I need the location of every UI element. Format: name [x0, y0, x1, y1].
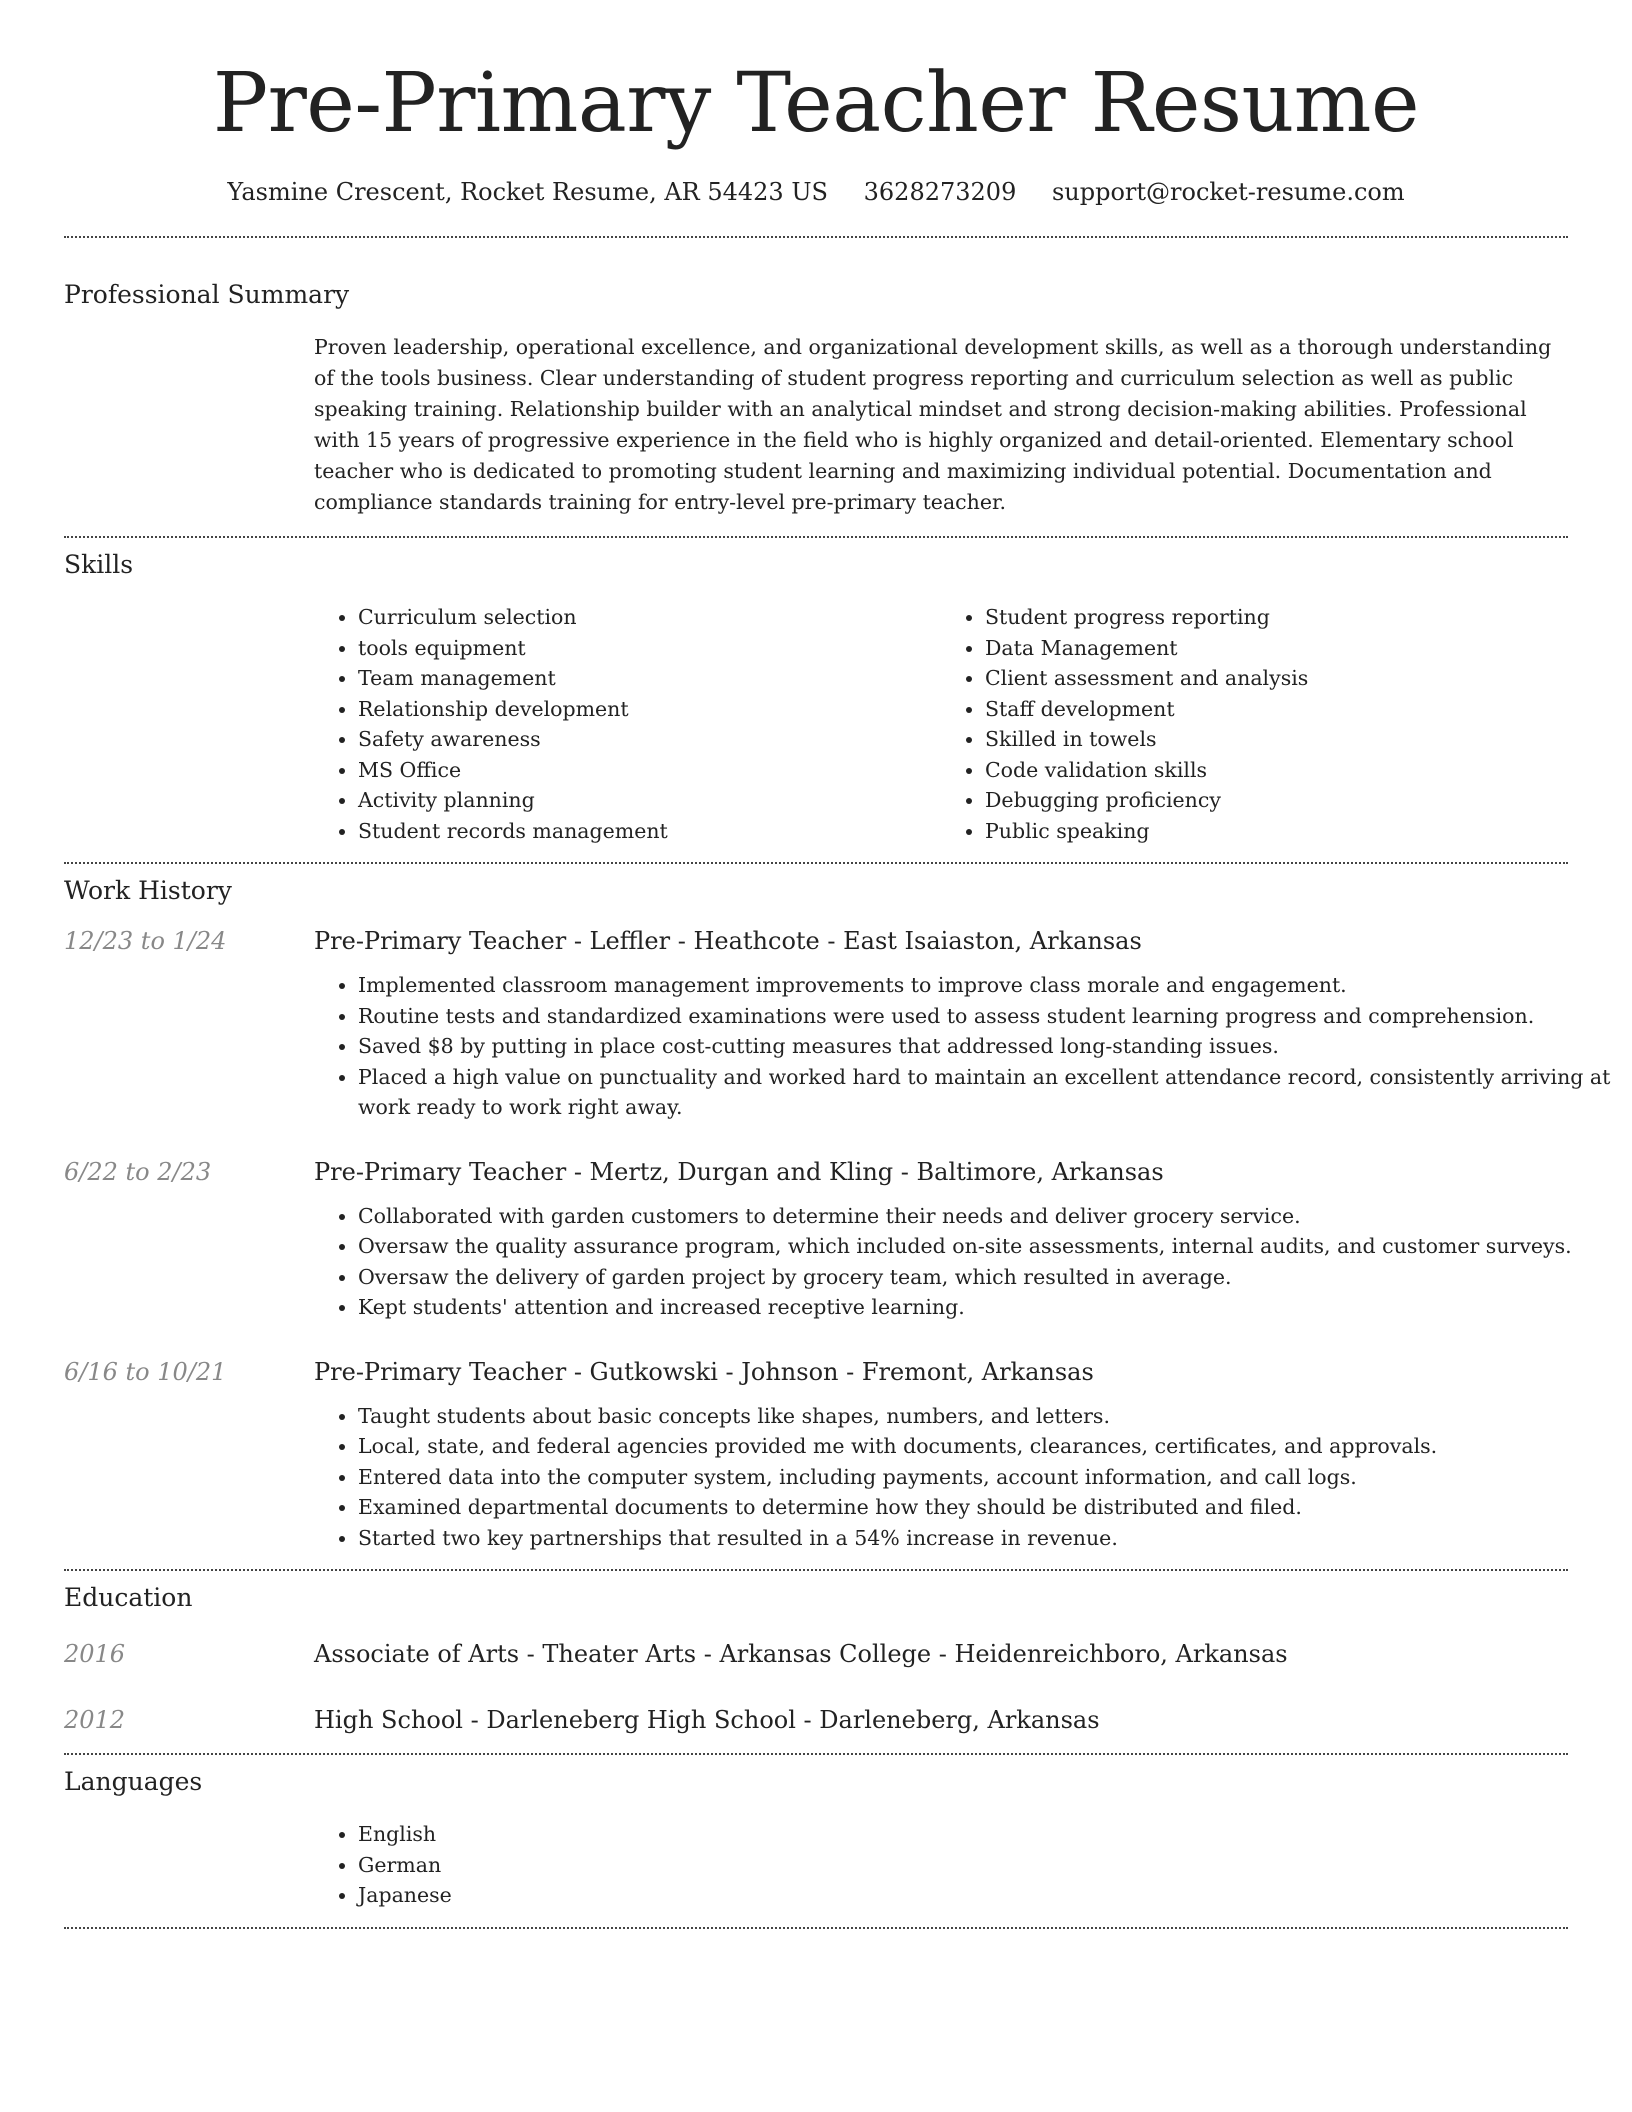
skill-item: • Data Management — [985, 633, 1568, 664]
section-heading: Education — [64, 1583, 193, 1612]
resume-page — [64, 0, 1611, 1929]
section-heading: Languages — [64, 1767, 203, 1796]
languages-list — [314, 1819, 1612, 1911]
divider — [64, 236, 1568, 238]
job-dates: 6/16 to 10/21 — [64, 1357, 227, 1386]
job-title: Pre-Primary Teacher - Mertz, Durgan and Kling - Baltimore, Arkansas — [314, 1157, 1164, 1186]
skill-item: • Relationship development — [358, 694, 941, 725]
job-bullet: • Saved $8 by putting in place cost-cutting measures that addressed long-standing issues. — [358, 1031, 1612, 1062]
skill-item: • Student progress reporting — [985, 602, 1568, 633]
section-heading: Professional Summary — [64, 280, 350, 309]
job-bullet: • Local, state, and federal agencies provided me with documents, clearances, certificates, and approvals. — [358, 1431, 1612, 1462]
job-bullet: • Implemented classroom management improvements to improve class morale and engagement. — [358, 970, 1612, 1001]
education-degree: High School - Darleneberg High School - Darleneberg, Arkansas — [314, 1706, 1100, 1734]
job-title: Pre-Primary Teacher - Gutkowski - Johnson - Fremont, Arkansas — [314, 1357, 1094, 1386]
section-education — [64, 1581, 1568, 1737]
skills-list-left — [314, 602, 941, 846]
job-bullet: • Started two key partnerships that resulted in a 54% increase in revenue. — [358, 1523, 1612, 1554]
skill-item: • Client assessment and analysis — [985, 663, 1568, 694]
job-dates: 6/22 to 2/23 — [64, 1157, 212, 1186]
job-bullet: • Examined departmental documents to determine how they should be distributed and filed. — [358, 1492, 1612, 1523]
language-item: • German — [358, 1850, 1612, 1881]
section-languages — [64, 1765, 1568, 1911]
skill-item: • Code validation skills — [985, 755, 1568, 786]
skill-item: • Curriculum selection — [358, 602, 941, 633]
skill-item: • Staff development — [985, 694, 1568, 725]
job-bullet: • Collaborated with garden customers to determine their needs and deliver grocery service. — [358, 1201, 1612, 1232]
education-year: 2012 — [64, 1706, 126, 1734]
skill-item: • tools equipment — [358, 633, 941, 664]
job-bullets — [314, 1201, 1612, 1323]
skill-item: • Public speaking — [985, 816, 1568, 847]
job-bullet: • Kept students' attention and increased receptive learning. — [358, 1292, 1612, 1323]
job-bullet: • Entered data into the computer system, including payments, account information, and call logs. — [358, 1462, 1612, 1493]
job-bullet: • Oversaw the delivery of garden project by grocery team, which resulted in average. — [358, 1262, 1612, 1293]
skills-columns — [314, 602, 1568, 846]
contact-address: Yasmine Crescent, Rocket Resume, AR 54423 US — [227, 178, 828, 206]
skill-item: • Skilled in towels — [985, 724, 1568, 755]
skill-item: • MS Office — [358, 755, 941, 786]
language-item: • Japanese — [358, 1880, 1612, 1911]
section-skills — [64, 548, 1568, 846]
job-entry — [64, 1355, 1568, 1554]
education-year: 2016 — [64, 1640, 126, 1668]
divider — [64, 1569, 1568, 1571]
language-item: • English — [358, 1819, 1612, 1850]
skill-item: • Activity planning — [358, 785, 941, 816]
divider — [64, 536, 1568, 538]
divider — [64, 862, 1568, 864]
education-entry — [64, 1637, 1568, 1671]
skill-item: • Team management — [358, 663, 941, 694]
job-bullets — [314, 970, 1612, 1123]
job-dates: 12/23 to 1/24 — [64, 927, 227, 955]
education-degree: Associate of Arts - Theater Arts - Arkansas College - Heidenreichboro, Arkansas — [314, 1640, 1288, 1668]
skill-item: • Debugging proficiency — [985, 785, 1568, 816]
contact-email: support@rocket-resume.com — [1051, 178, 1405, 206]
skill-item: • Student records management — [358, 816, 941, 847]
job-title: Pre-Primary Teacher - Leffler - Heathcote - East Isaiaston, Arkansas — [314, 927, 1142, 955]
summary-text: Proven leadership, operational excellence, and organizational development skills, as well as a thorough understanding of the tools business. Clear understanding of student progress reporting and curriculum selection as well as public speaking training. Relationship builder with an analytical mindset and strong decision-making abilities. Professional with 15 years of progressive experience in the field who is highly organized and detail-oriented. Elementary school teacher who is dedicated to promoting student learning and maximizing individual potential. Documentation and compliance standards training for entry-level pre-primary teacher. — [314, 335, 1552, 514]
contact-line — [64, 176, 1568, 208]
education-entry — [64, 1703, 1568, 1737]
job-bullet: • Routine tests and standardized examinations were used to assess student learning progress and comprehension. — [358, 1001, 1612, 1032]
job-bullets — [314, 1401, 1612, 1554]
section-professional-summary — [64, 278, 1568, 518]
job-entry — [64, 924, 1611, 1123]
section-heading: Work History — [64, 876, 232, 905]
job-entry — [64, 1155, 1572, 1323]
skills-list-right — [941, 602, 1568, 846]
section-heading: Skills — [64, 550, 134, 579]
contact-phone: 3628273209 — [863, 178, 1017, 206]
job-bullet: • Taught students about basic concepts like shapes, numbers, and letters. — [358, 1401, 1612, 1432]
resume-title: Pre-Primary Teacher Resume — [212, 56, 1420, 151]
job-bullet: • Placed a high value on punctuality and worked hard to maintain an excellent attendance record, consistently arriving at work ready to work right away. — [358, 1062, 1612, 1123]
skill-item: • Safety awareness — [358, 724, 941, 755]
divider — [64, 1927, 1568, 1929]
job-bullet: • Oversaw the quality assurance program, which included on-site assessments, internal audits, and customer surveys. — [358, 1231, 1612, 1262]
divider — [64, 1753, 1568, 1755]
section-work-history — [64, 874, 1611, 1553]
